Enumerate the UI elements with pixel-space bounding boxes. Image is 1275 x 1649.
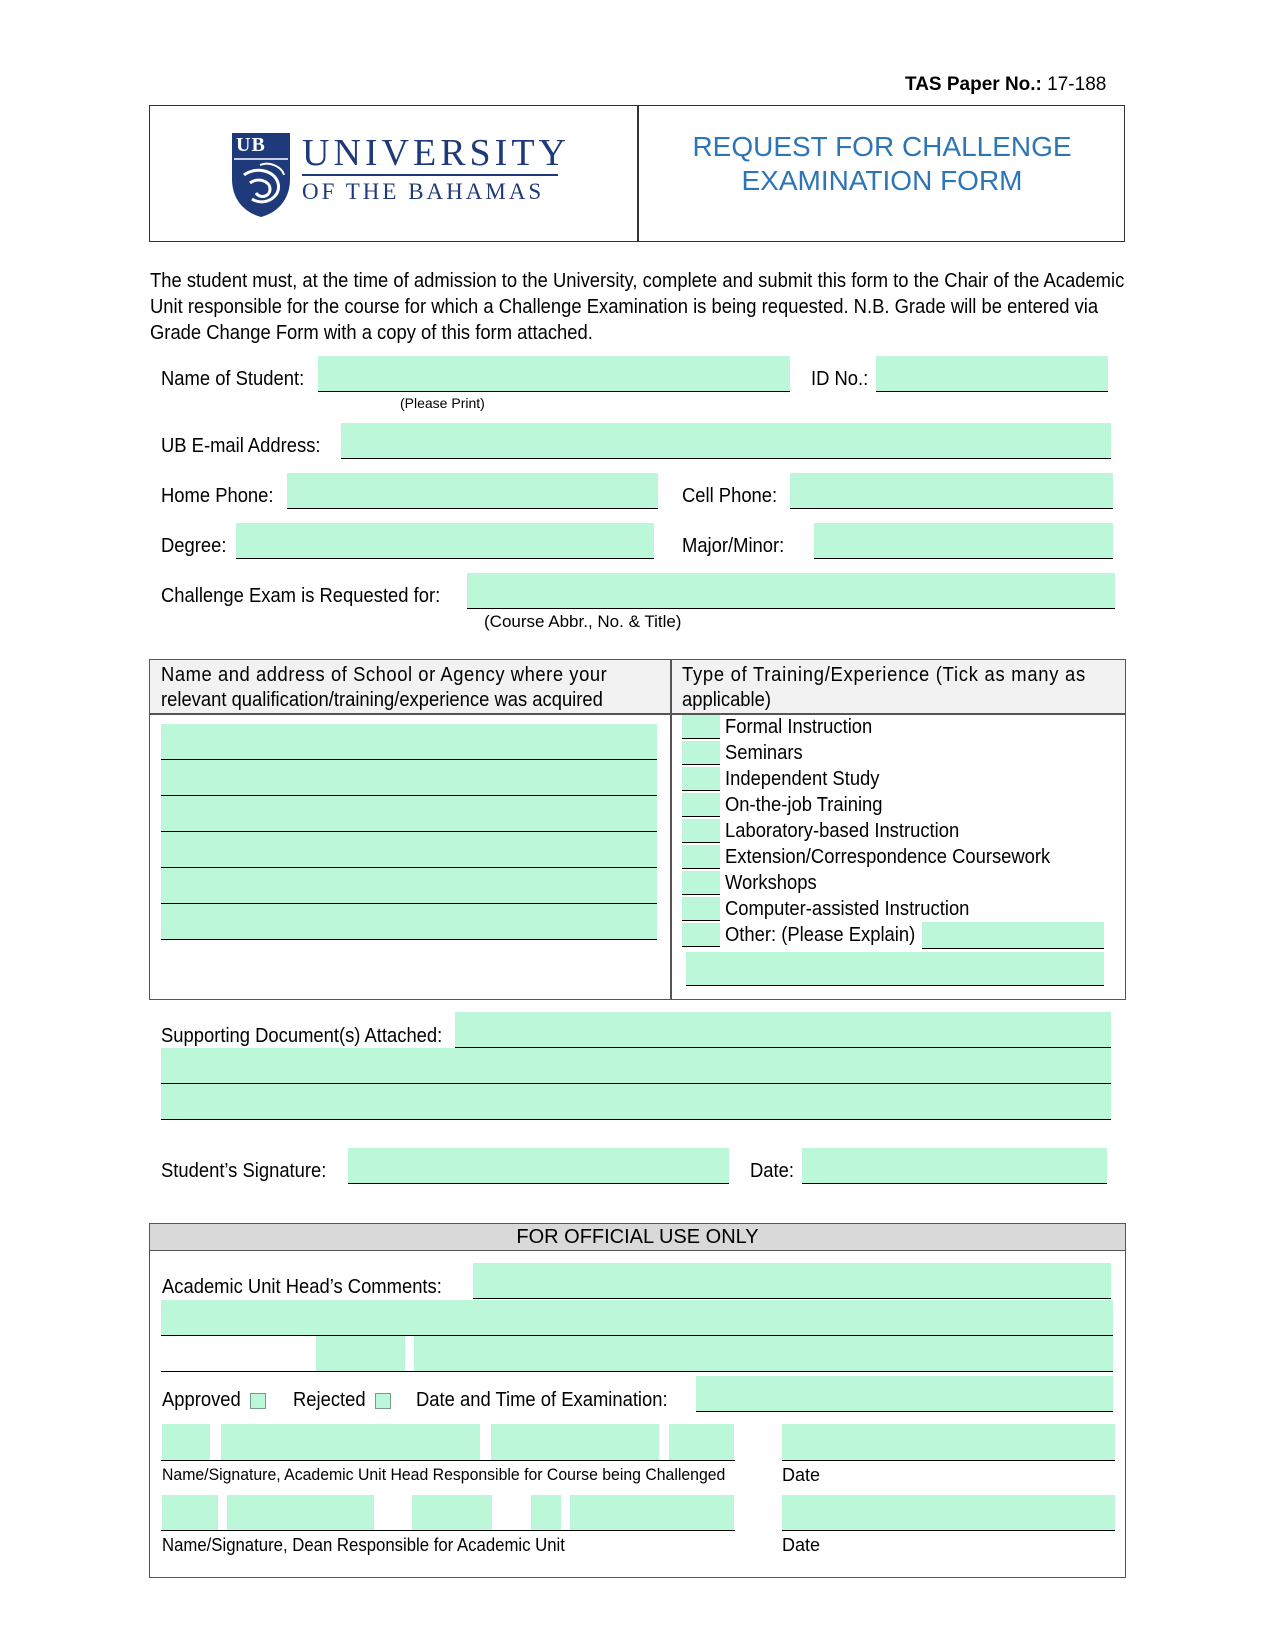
degree-label: Degree: <box>161 535 227 557</box>
unit-head-sig-fill-1[interactable] <box>162 1424 210 1460</box>
option-workshops: Workshops <box>725 872 817 894</box>
challenge-exam-label: Challenge Exam is Requested for: <box>161 585 441 607</box>
student-name-label: Name of Student: <box>161 368 305 390</box>
intro-line3: Grade Change Form with a copy of this form attached. <box>150 322 593 344</box>
option-independent-study: Independent Study <box>725 768 880 790</box>
id-no-field[interactable] <box>876 356 1108 392</box>
header-divider <box>637 105 639 242</box>
dean-sig-fill-3[interactable] <box>412 1495 492 1530</box>
tick-seminars[interactable] <box>682 741 720 765</box>
supporting-docs-label: Supporting Document(s) Attached: <box>161 1025 443 1047</box>
dean-signature-caption: Name/Signature, Dean Responsible for Academic Unit <box>162 1535 565 1555</box>
comments-line-3-fill-b[interactable] <box>414 1336 1113 1371</box>
paper-number-value: 17-188 <box>1047 74 1107 95</box>
supporting-docs-line-3[interactable] <box>161 1084 1111 1120</box>
comments-label: Academic Unit Head’s Comments: <box>162 1276 442 1298</box>
home-phone-label: Home Phone: <box>161 485 274 507</box>
approved-checkbox[interactable] <box>250 1393 266 1409</box>
form-title <box>640 130 1124 198</box>
major-minor-label: Major/Minor: <box>682 535 785 557</box>
tick-laboratory-based-instruction[interactable] <box>682 819 720 843</box>
comments-line-1[interactable] <box>473 1263 1111 1299</box>
official-use-header: FOR OFFICIAL USE ONLY <box>516 1226 759 1248</box>
tick-independent-study[interactable] <box>682 767 720 791</box>
logo-line2: OF THE BAHAMAS <box>302 179 545 204</box>
option-on-the-job-training: On-the-job Training <box>725 794 883 816</box>
dean-date-caption: Date <box>782 1535 821 1555</box>
logo-badge: UB <box>236 134 266 156</box>
unit-head-date-caption: Date <box>782 1465 821 1485</box>
option-extension-coursework: Extension/Correspondence Coursework <box>725 846 1051 868</box>
student-name-field[interactable] <box>318 356 790 392</box>
student-signature-field[interactable] <box>348 1148 729 1184</box>
intro-text <box>150 268 1210 346</box>
school-line-5[interactable] <box>161 868 657 904</box>
comments-line-3-fill-a[interactable] <box>316 1336 405 1371</box>
unit-head-sig-fill-2[interactable] <box>221 1424 480 1460</box>
intro-line1: The student must, at the time of admission to the University, complete and submit this form to the Chair of the Academic <box>150 270 1125 292</box>
dean-date-field[interactable] <box>782 1495 1115 1531</box>
tick-computer-assisted-instruction[interactable] <box>682 897 720 921</box>
left-header-line1: Name and address of School or Agency where your <box>161 664 608 686</box>
rejected-label: Rejected <box>293 1389 366 1411</box>
dean-sig-fill-4[interactable] <box>531 1495 561 1530</box>
supporting-docs-line-2[interactable] <box>161 1048 1111 1084</box>
exam-datetime-field[interactable] <box>696 1376 1113 1412</box>
school-line-4[interactable] <box>161 832 657 868</box>
other-explain-field[interactable] <box>922 922 1104 949</box>
school-line-2[interactable] <box>161 760 657 796</box>
major-minor-field[interactable] <box>814 523 1113 559</box>
university-logo <box>230 131 570 217</box>
student-date-label: Date: <box>750 1160 794 1182</box>
option-laboratory-based-instruction: Laboratory-based Instruction <box>725 820 960 842</box>
school-line-6[interactable] <box>161 904 657 940</box>
exam-datetime-label: Date and Time of Examination: <box>416 1389 668 1411</box>
home-phone-field[interactable] <box>287 473 658 509</box>
tick-formal-instruction[interactable] <box>682 715 720 739</box>
logo-rule <box>302 174 558 176</box>
tick-on-the-job-training[interactable] <box>682 793 720 817</box>
challenge-exam-field[interactable] <box>467 573 1115 609</box>
dean-sig-fill-1[interactable] <box>162 1495 218 1530</box>
option-formal-instruction: Formal Instruction <box>725 716 873 738</box>
school-line-1[interactable] <box>161 724 657 760</box>
paper-number-label: TAS Paper No.: <box>905 74 1042 95</box>
right-header-line1: Type of Training/Experience (Tick as many as <box>682 664 1086 686</box>
course-hint: (Course Abbr., No. & Title) <box>484 612 682 631</box>
unit-head-sig-fill-3[interactable] <box>491 1424 659 1460</box>
unit-head-signature-caption: Name/Signature, Academic Unit Head Responsible for Course being Challenged <box>162 1465 726 1484</box>
right-header-line2: applicable) <box>682 689 771 711</box>
unit-head-sig-fill-4[interactable] <box>669 1424 734 1460</box>
form-title-line1: REQUEST FOR CHALLENGE <box>692 131 1072 162</box>
id-no-label: ID No.: <box>811 368 869 390</box>
option-other: Other: (Please Explain) <box>725 924 916 946</box>
dean-sig-fill-2[interactable] <box>227 1495 374 1530</box>
form-title-line2: EXAMINATION FORM <box>741 165 1023 196</box>
school-line-3[interactable] <box>161 796 657 832</box>
degree-field[interactable] <box>236 523 654 559</box>
other-explain-field-2[interactable] <box>686 952 1104 986</box>
paper-number <box>905 74 1106 96</box>
dean-sig-fill-5[interactable] <box>570 1495 734 1530</box>
training-table-divider <box>670 660 672 1000</box>
student-date-field[interactable] <box>802 1148 1107 1184</box>
left-header-line2: relevant qualification/training/experience was acquired <box>161 689 603 711</box>
right-header <box>682 663 1121 713</box>
option-computer-assisted-instruction: Computer-assisted Instruction <box>725 898 970 920</box>
tick-workshops[interactable] <box>682 871 720 895</box>
ub-email-field[interactable] <box>341 423 1111 459</box>
unit-head-date-field[interactable] <box>782 1424 1115 1461</box>
tick-extension-coursework[interactable] <box>682 845 720 869</box>
approved-label: Approved <box>162 1389 241 1411</box>
training-table-header-rule <box>150 713 1125 715</box>
rejected-checkbox[interactable] <box>375 1393 391 1409</box>
student-signature-label: Student’s Signature: <box>161 1160 327 1182</box>
intro-line2: Unit responsible for the course for which a Challenge Examination is being requested. N.B. Grade will be entered via <box>150 296 1099 318</box>
please-print-hint: (Please Print) <box>400 395 485 411</box>
logo-line1: UNIVERSITY <box>302 132 570 174</box>
cell-phone-label: Cell Phone: <box>682 485 778 507</box>
supporting-docs-line-1[interactable] <box>455 1012 1111 1048</box>
cell-phone-field[interactable] <box>790 473 1113 509</box>
ub-email-label: UB E-mail Address: <box>161 435 321 457</box>
left-header <box>161 663 646 713</box>
option-seminars: Seminars <box>725 742 803 764</box>
comments-line-2[interactable] <box>161 1300 1113 1336</box>
tick-other[interactable] <box>682 923 720 947</box>
